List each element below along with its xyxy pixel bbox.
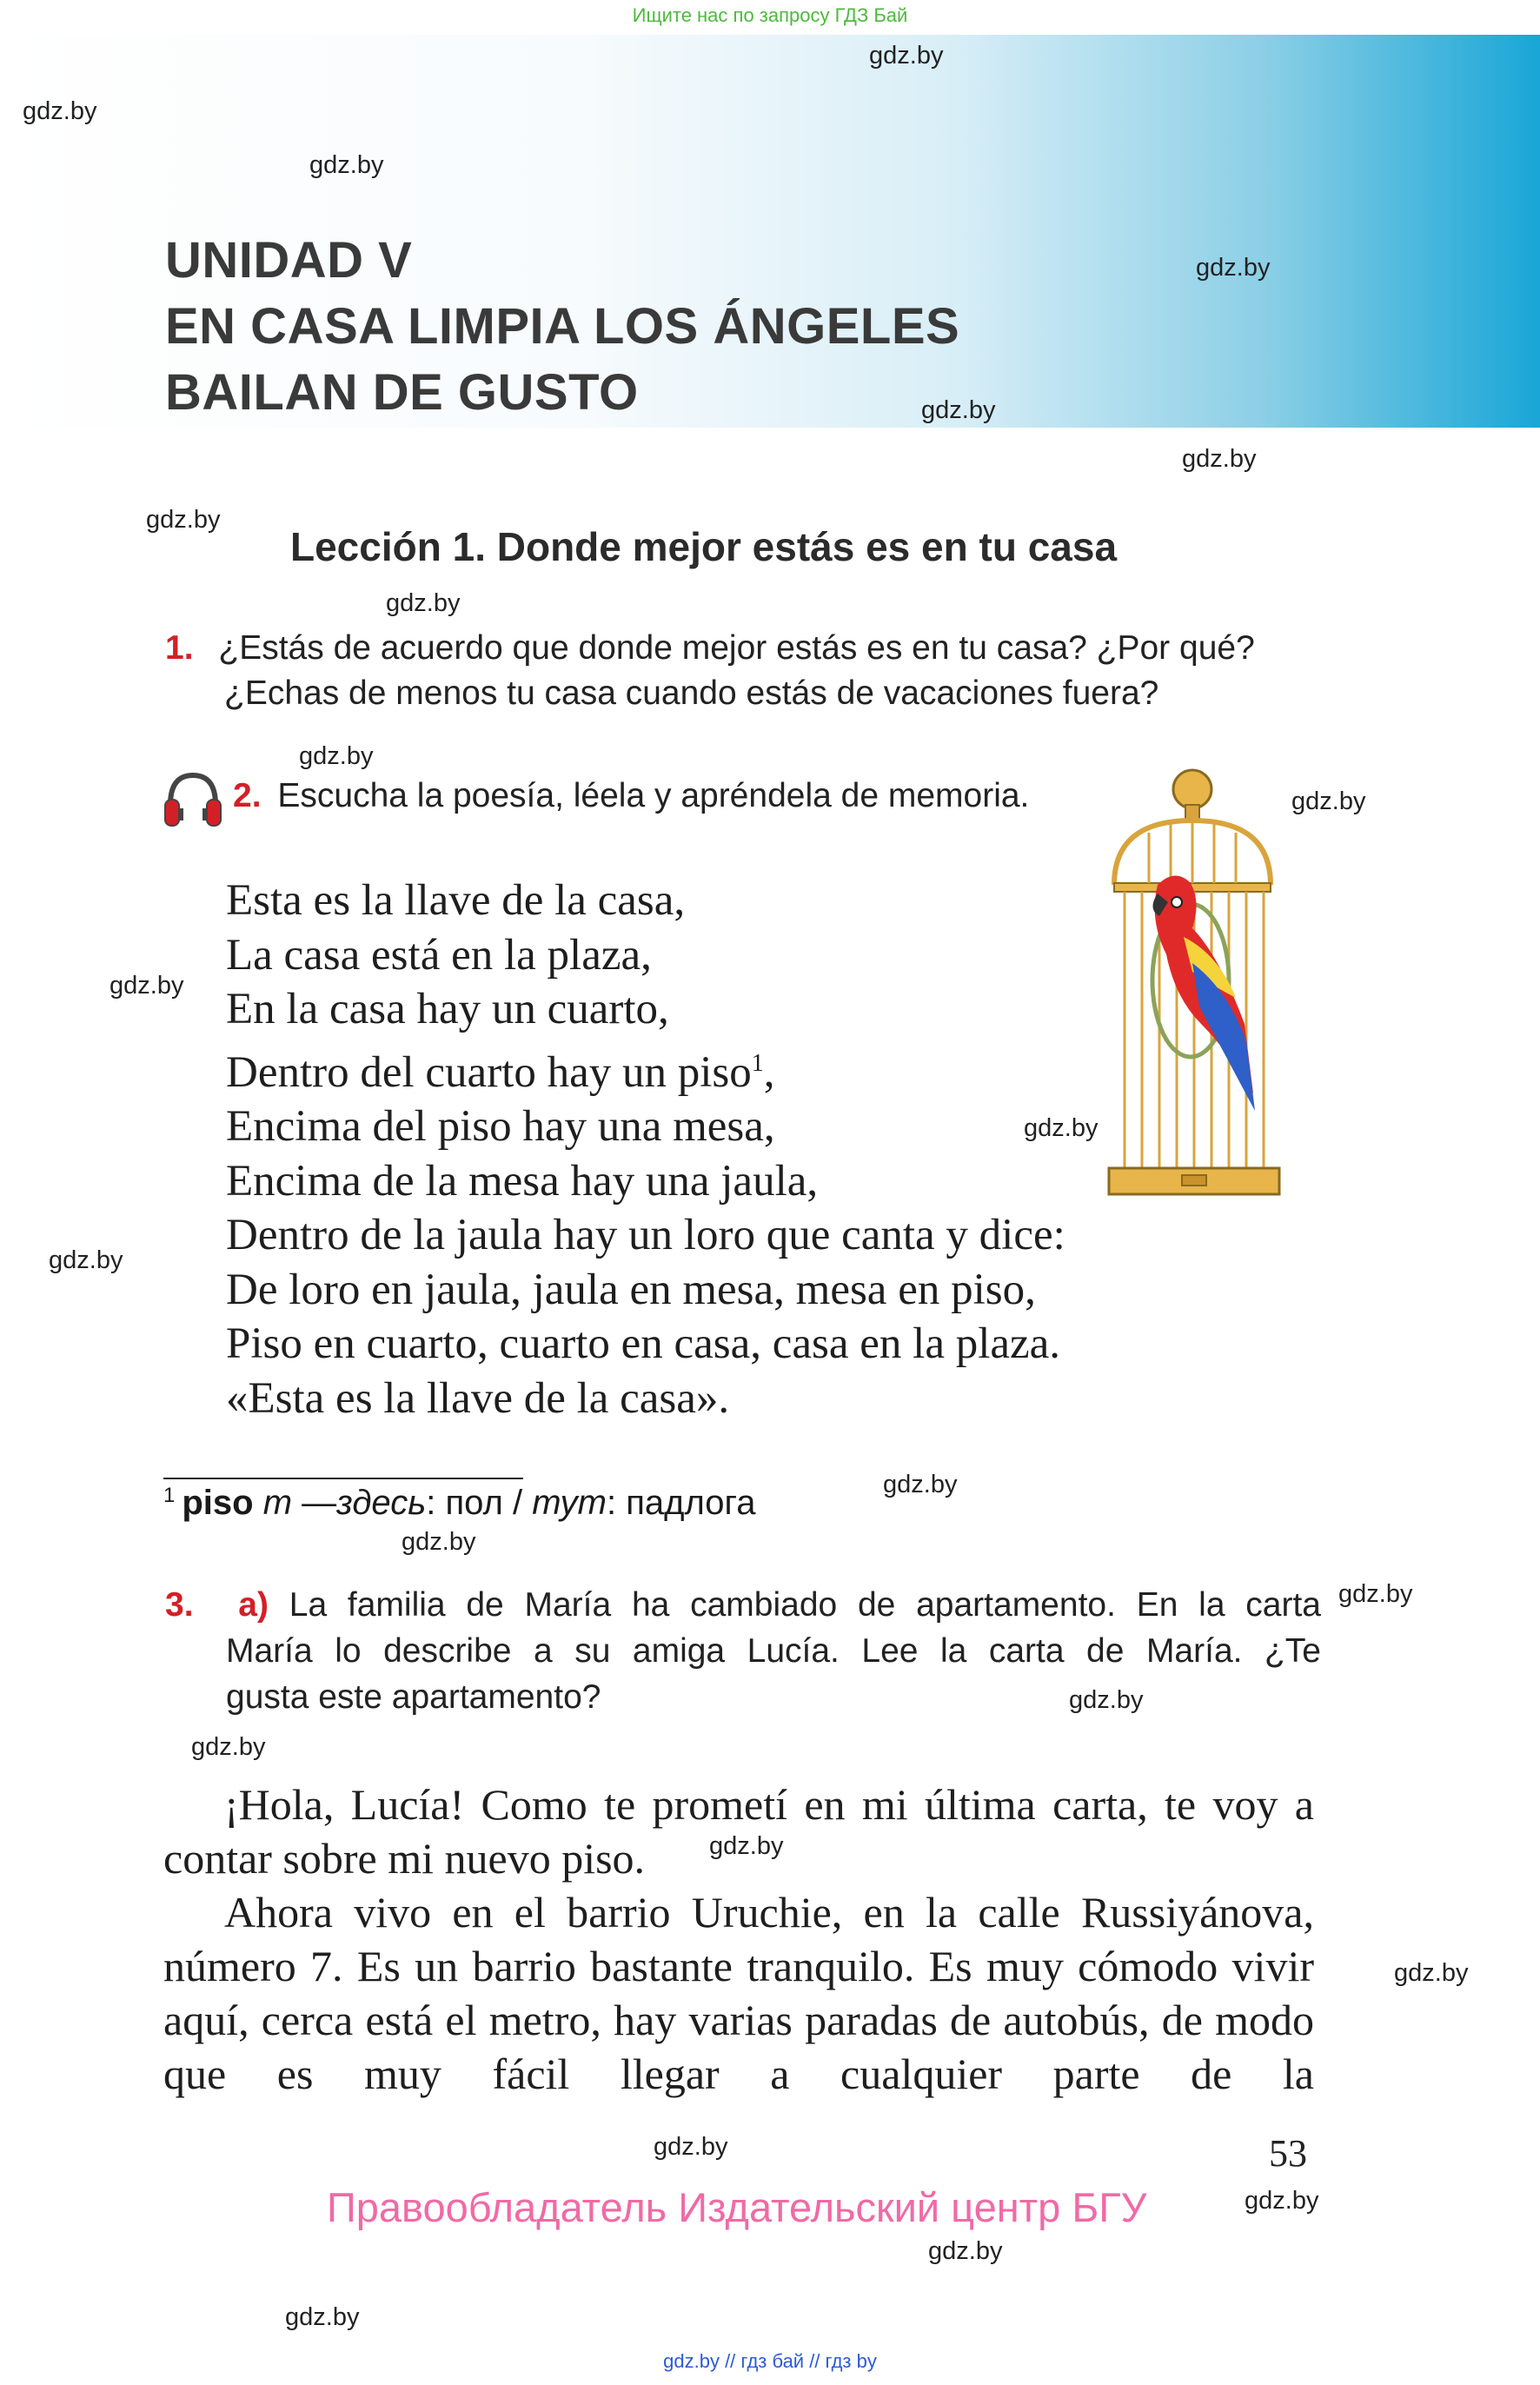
footnote-label-be: тут <box>532 1484 607 1522</box>
poem <box>226 874 1065 1425</box>
poem-line: Esta es la llave de la casa, <box>226 876 686 925</box>
poem-line: «Esta es la llave de la casa». <box>226 1373 730 1423</box>
bottom-links[interactable]: gdz.by // гдз бай // гдз by <box>663 2350 877 2372</box>
unit-title-line: UNIDAD V <box>165 232 413 289</box>
exercise-text: Escucha la poesía, léela y apréndela de memoria. <box>277 777 1030 814</box>
watermark: gdz.by <box>709 1832 784 1860</box>
exercise-text: La familia de María ha cambiado de apartamento. En la carta <box>289 1586 1321 1624</box>
unit-title-line: EN CASA LIMPIA LOS ÁNGELES <box>165 298 960 355</box>
footnote-word: piso <box>182 1484 254 1522</box>
exercise-2 <box>233 774 1029 819</box>
watermark: gdz.by <box>49 1246 123 1274</box>
poem-line: De loro en jaula, jaula en mesa, mesa en piso, <box>226 1265 1036 1314</box>
exercise-sub-label: a) <box>238 1586 269 1624</box>
watermark: gdz.by <box>869 42 944 70</box>
exercise-number: 2. <box>233 777 262 814</box>
watermark: gdz.by <box>402 1528 476 1556</box>
footnote-rule <box>163 1478 523 1479</box>
unit-title-line: BAILAN DE GUSTO <box>165 364 639 421</box>
watermark: gdz.by <box>883 1471 958 1498</box>
watermark: gdz.by <box>921 396 996 424</box>
top-banner[interactable]: Ищите нас по запросу ГДЗ Бай <box>632 4 908 26</box>
footnote-sep: : падлога <box>606 1484 756 1522</box>
letter-paragraph: ¡Hola, Lucía! Como te prometí en mi última carta, te voy a contar sobre mi nuevo piso. <box>163 1780 1314 1883</box>
watermark: gdz.by <box>23 97 97 125</box>
page-number: 53 <box>1269 2132 1307 2175</box>
parrot-cage-illustration <box>1097 763 1314 1205</box>
poem-line: En la casa hay un cuarto, <box>226 985 669 1033</box>
poem-line: La casa está en la plaza, <box>226 930 652 980</box>
watermark: gdz.by <box>285 2303 360 2331</box>
poem-line: Encima del piso hay una mesa, <box>226 1102 775 1151</box>
exercise-text: ¿Estás de acuerdo que donde mejor estás es en tu casa? ¿Por qué? <box>218 629 1255 667</box>
watermark: gdz.by <box>191 1733 266 1761</box>
footnote <box>163 1484 755 1523</box>
poem-line: Encima de la mesa hay una jaula, <box>226 1156 819 1206</box>
footnote-mark: 1 <box>751 1049 764 1077</box>
footnote-sep: : пол / <box>426 1484 533 1522</box>
watermark: gdz.by <box>386 589 461 617</box>
lesson-title: Lección 1. Donde mejor estás es en tu casa <box>290 524 1118 569</box>
exercise-1 <box>165 626 1338 716</box>
copyright-notice: Правообладатель Издательский центр БГУ <box>327 2184 1147 2230</box>
watermark: gdz.by <box>928 2237 1003 2265</box>
watermark: gdz.by <box>299 742 374 770</box>
watermark: gdz.by <box>309 151 384 179</box>
watermark: gdz.by <box>110 972 184 1000</box>
watermark: gdz.by <box>1245 2187 1319 2215</box>
footnote-dash: — <box>302 1484 337 1522</box>
exercise-1-line-1 <box>165 626 1338 671</box>
poem-line-with-footnote <box>226 1037 1065 1100</box>
exercise-3-line-1 <box>165 1582 1321 1628</box>
exercise-3-line-3: gusta este apartamento? <box>226 1678 601 1716</box>
watermark: gdz.by <box>1024 1114 1099 1142</box>
watermark: gdz.by <box>1291 787 1366 815</box>
watermark: gdz.by <box>1338 1580 1413 1608</box>
watermark: gdz.by <box>1196 254 1271 282</box>
footnote-number: 1 <box>163 1484 176 1507</box>
letter-text <box>163 1777 1314 2101</box>
exercise-1-line-2: ¿Echas de menos tu casa cuando estás de vacaciones fuera? <box>224 674 1159 712</box>
watermark: gdz.by <box>146 506 221 534</box>
watermark: gdz.by <box>1182 445 1257 473</box>
exercise-3-line-2: María lo describe a su amiga Lucía. Lee la carta de María. ¿Te <box>226 1632 1321 1670</box>
footnote-gender: m <box>262 1484 293 1522</box>
letter-paragraph: Ahora vivo en el barrio Uruchie, en la calle Russiyánova, número 7. Es un barrio bastante tranquilo. Es muy cómodo vivir aquí, cerca está el metro, hay varias paradas de autobús, de modo que es muy fácil llegar a cualquier parte de la <box>163 1888 1314 2098</box>
footnote-label-ru: здесь <box>336 1484 427 1522</box>
watermark: gdz.by <box>654 2133 728 2161</box>
exercise-number: 3. <box>165 1586 194 1624</box>
poem-line: Dentro de la jaula hay un loro que canta y dice: <box>226 1211 1065 1259</box>
exercise-number: 1. <box>165 629 194 667</box>
exercise-3 <box>165 1582 1321 1720</box>
unit-title <box>165 228 959 426</box>
poem-line-suffix: , <box>763 1047 775 1097</box>
headphones-icon <box>162 770 224 829</box>
poem-line: Piso en cuarto, cuarto en casa, casa en la plaza. <box>226 1319 1061 1368</box>
poem-line: Dentro del cuarto hay un piso <box>226 1047 752 1097</box>
watermark: gdz.by <box>1069 1686 1144 1714</box>
watermark: gdz.by <box>1394 1959 1469 1987</box>
